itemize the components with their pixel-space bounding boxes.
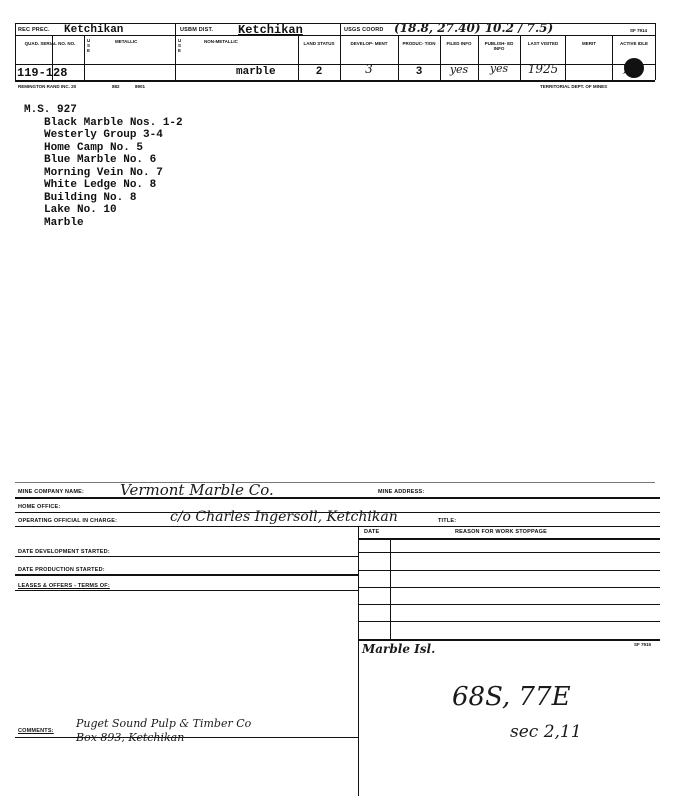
col-quad-serial: QUAD. SERIAL NO. NO.	[24, 41, 76, 46]
comments-line-2: Box 893, Ketchikan	[76, 731, 185, 744]
claims-block	[24, 104, 183, 229]
production-value: 3	[415, 66, 423, 78]
active-status-bracket	[617, 64, 627, 74]
col-merit: MERIT	[582, 41, 596, 46]
rec-prec-label: REC PREC.	[18, 27, 50, 33]
col-metallic: METALLIC	[115, 39, 138, 44]
usgs-coord-value: (18.8, 27.40) 10.2 / 7.5)	[394, 21, 554, 35]
col-use-metallic: U S E	[87, 38, 91, 53]
claim-item: Westerly Group 3-4	[44, 129, 163, 141]
claim-item: Blue Marble No. 6	[44, 154, 157, 166]
development-value: 3	[365, 62, 373, 76]
usbm-dist-value: Ketchikan	[238, 23, 303, 37]
coordinate-note: 68S, 77E	[452, 682, 571, 712]
claim-item: Building No. 8	[44, 191, 137, 204]
printer-imprint: REMINGTON RAND INC. 20	[18, 84, 77, 89]
mineral-survey-number: M.S. 927	[24, 104, 77, 116]
claim-item: Marble	[44, 216, 84, 229]
non-metallic-value: marble	[236, 66, 276, 78]
last-visited-value: 1925	[527, 62, 559, 76]
published-info-value: yes	[489, 62, 509, 75]
usbm-dist-label: USBM DIST.	[180, 27, 214, 33]
col-filed-info: FILED INFO	[446, 41, 472, 46]
claim-item: Home Camp No. 5	[44, 141, 144, 154]
mine-address-label: MINE ADDRESS:	[378, 489, 425, 495]
territorial-dept: TERRITORIAL DEPT. OF MINES	[540, 84, 608, 89]
printer-code-1: 882	[112, 84, 120, 89]
land-status-value: 2	[315, 66, 323, 78]
form-number-bottom: SF 7915	[634, 642, 652, 647]
comments-line-1: Puget Sound Pulp & Timber Co	[76, 717, 252, 730]
mine-company-value: Vermont Marble Co.	[120, 481, 274, 499]
col-production: PRODUC- TION	[402, 41, 436, 46]
claim-item: White Ledge No. 8	[44, 179, 157, 191]
operating-official-value: c/o Charles Ingersoll, Ketchikan	[170, 509, 398, 525]
section-note: sec 2,11	[510, 722, 582, 742]
date-development-label: DATE DEVELOPMENT STARTED:	[18, 549, 110, 555]
reason-column-header: REASON FOR WORK STOPPAGE	[455, 529, 547, 535]
col-last-visited: LAST VISITED	[527, 41, 559, 46]
printer-code-2: 8901	[135, 84, 146, 89]
col-development: DEVELOP- MENT	[350, 41, 388, 46]
col-non-metallic: NON-METALLIC	[204, 39, 238, 44]
comments-label: COMMENTS:	[18, 728, 54, 734]
location-note: Marble Isl.	[362, 642, 436, 656]
rec-prec-value: Ketchikan	[64, 24, 124, 36]
col-active-idle: ACTIVE IDLE	[619, 41, 648, 46]
col-land-status: LAND STATUS	[303, 41, 335, 46]
date-production-label: DATE PRODUCTION STARTED:	[18, 567, 105, 573]
filed-info-value: yes	[449, 63, 469, 76]
claim-item: Lake No. 10	[44, 204, 117, 216]
form-number-top: SF 7914	[630, 28, 648, 33]
date-column-header: DATE	[364, 529, 380, 535]
title-label: TITLE:	[438, 518, 457, 524]
col-published-info: PUBLISH- ED INFO	[484, 41, 514, 51]
mine-company-label: MINE COMPANY NAME:	[18, 489, 85, 495]
operating-official-label: OPERATING OFFICIAL IN CHARGE:	[18, 518, 118, 524]
active-status-dot	[624, 58, 644, 78]
claim-item: Black Marble Nos. 1-2	[44, 116, 183, 129]
leases-offers-label: LEASES & OFFERS - TERMS OF:	[18, 583, 110, 589]
claim-item: Morning Vein No. 7	[44, 166, 163, 179]
usgs-coord-label: USGS COORD	[344, 27, 384, 33]
quad-serial-value: 119-128	[17, 66, 68, 80]
home-office-label: HOME OFFICE:	[18, 504, 61, 510]
col-use-non-metallic: U S E	[178, 38, 182, 53]
